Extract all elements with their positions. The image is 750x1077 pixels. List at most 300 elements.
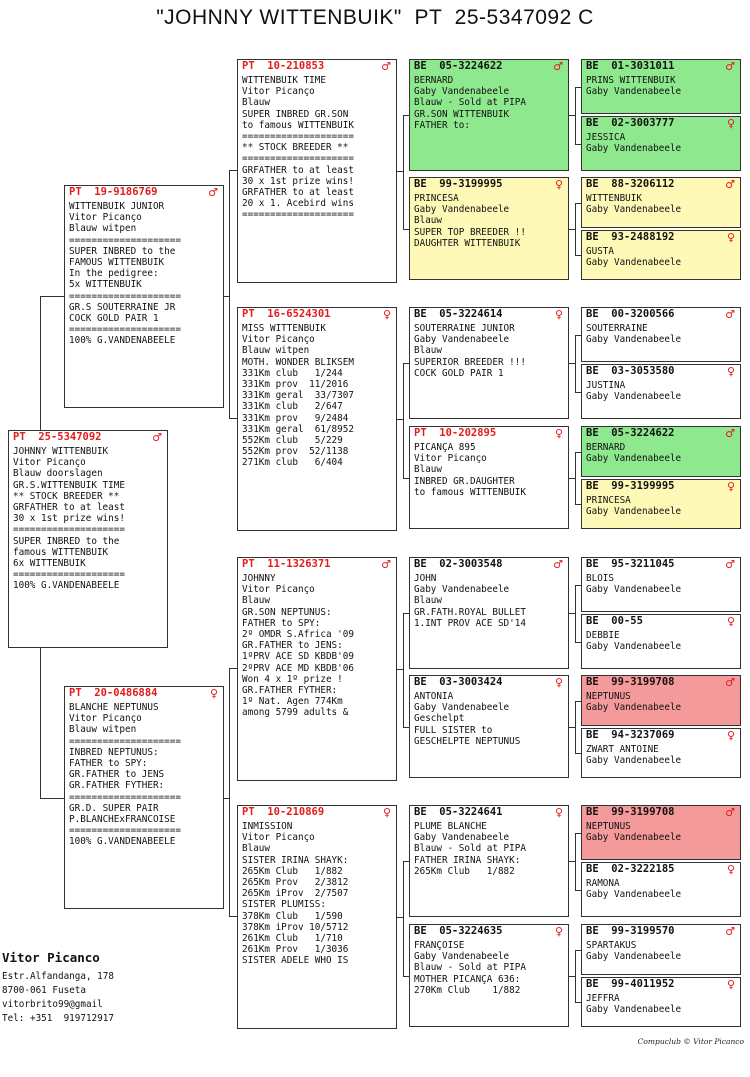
pedigree-line: Gaby Vandenabeele xyxy=(586,391,682,403)
male-symbol-icon: ♂ xyxy=(725,676,735,689)
pedigree-line: 100% G.VANDENABEELE xyxy=(69,836,176,848)
pedigree-line: MISS WITTENBUIK xyxy=(242,323,326,334)
male-symbol-icon: ♂ xyxy=(725,806,735,819)
pedigree-line: Blauw xyxy=(414,595,442,607)
pedigree-line: 270Km Club 1/882 xyxy=(414,984,521,996)
pedigree-line: ==================== xyxy=(242,153,354,165)
pedigree-line: 1.INT PROV ACE SD'14 xyxy=(414,617,526,629)
female-symbol-icon: ♀ xyxy=(726,977,735,991)
pedigree-line: Vitor Picanço xyxy=(242,86,315,98)
connector-line xyxy=(403,363,404,478)
pedigree-line: Gaby Vandenabeele xyxy=(586,584,682,596)
pedigree-line: Blauw witpen xyxy=(242,345,310,357)
pedigree-line: SISTER ADELE WHO IS xyxy=(242,955,349,967)
connector-line xyxy=(569,115,575,116)
pedigree-line: MOTHER PICANÇA 636: xyxy=(414,973,521,985)
connector-line xyxy=(575,452,576,505)
g4-ancestor-box[interactable] xyxy=(581,557,741,612)
pedigree-line: DEBBIE xyxy=(586,630,620,641)
ring-number: BE 02-3003777 ♀ xyxy=(586,117,735,130)
connector-line xyxy=(229,668,230,916)
pedigree-line: Blauw xyxy=(414,215,442,227)
pedigree-line: PLUME BLANCHE xyxy=(414,821,487,832)
pedigree-line: Gaby Vandenabeele xyxy=(586,453,682,465)
pedigree-line: ==================== xyxy=(242,131,354,143)
pedigree-line: GR.FATH.ROYAL BULLET xyxy=(414,606,526,618)
pedigree-line: PICANÇA 895 xyxy=(414,442,476,453)
pedigree-line: JEFFRA xyxy=(586,992,620,1004)
ring-number: PT 10-210869 ♀ xyxy=(242,806,391,819)
pedigree-line: DAUGHTER WITTENBUIK xyxy=(414,237,521,249)
connector-line xyxy=(569,727,575,728)
pedigree-line: SPARTAKUS xyxy=(586,940,637,951)
pedigree-line: INMISSION xyxy=(242,821,293,832)
pedigree-line: WITTENBUIK xyxy=(586,193,642,204)
pedigree-line: GR.SON NEPTUNUS: xyxy=(242,606,332,618)
breeder-address: Estr.Alfandanga, 178 xyxy=(2,971,114,982)
connector-line xyxy=(40,798,64,799)
male-symbol-icon: ♂ xyxy=(381,60,391,73)
pedigree-line: SUPERIOR BREEDER !!! xyxy=(414,356,526,368)
breeder-phone: Tel: +351 919712917 xyxy=(2,1013,114,1024)
connector-line xyxy=(229,916,237,917)
pedigree-line: PRINS WITTENBUIK xyxy=(586,75,676,86)
connector-line xyxy=(575,701,576,754)
pedigree-line: Vitor Picanço xyxy=(69,212,142,224)
connector-line xyxy=(575,87,576,144)
connector-line xyxy=(575,833,576,890)
pedigree-line: Blauw - Sold at PIPA xyxy=(414,97,526,109)
pedigree-line: Blauw xyxy=(414,345,442,357)
ring-number: BE 95-3211045 ♂ xyxy=(586,558,735,571)
connector-line xyxy=(397,917,403,918)
connector-line xyxy=(229,418,237,419)
pedigree-line: ==================== xyxy=(69,290,181,302)
pedigree-line: FATHER IRINA SHAYK: xyxy=(414,854,521,866)
pedigree-line: GR.D. SUPER PAIR xyxy=(69,802,159,814)
pedigree-line: Blauw xyxy=(242,595,270,607)
ring-number: PT 10-210853 ♂ xyxy=(242,60,391,73)
male-symbol-icon: ♂ xyxy=(725,60,735,73)
connector-line xyxy=(403,115,404,229)
g4-ancestor-box[interactable] xyxy=(581,177,741,228)
pedigree-line: GR.S SOUTERRAINE JR xyxy=(69,301,176,313)
pedigree-line: Gaby Vandenabeele xyxy=(414,204,510,216)
pedigree-line: 265Km Club 1/882 xyxy=(414,865,515,877)
pedigree-line: Gaby Vandenabeele xyxy=(586,702,682,714)
female-symbol-icon: ♀ xyxy=(382,806,391,819)
pedigree-line: In the pedigree: xyxy=(69,268,159,280)
ring-number: BE 99-3199995 ♀ xyxy=(414,178,563,191)
great-grandparent-box[interactable] xyxy=(409,59,569,171)
connector-line xyxy=(229,170,230,418)
pedigree-line: RAMONA xyxy=(586,878,620,889)
pedigree-line: JESSICA xyxy=(586,132,626,143)
pedigree-line: FAMOUS WITTENBUIK xyxy=(69,257,165,269)
ring-number: BE 94-3237069 ♀ xyxy=(586,728,735,742)
connector-line xyxy=(403,861,404,976)
pedigree-line: BLOIS xyxy=(586,573,614,584)
pedigree-line: Gaby Vandenabeele xyxy=(586,951,682,963)
g4-ancestor-box[interactable] xyxy=(581,116,741,171)
pedigree-line: FATHER to SPY: xyxy=(69,758,148,770)
pedigree-line: GR.FATHER FYTHER: xyxy=(242,685,338,697)
pedigree-line: GR.FATHER to JENS xyxy=(69,769,165,781)
ring-number: BE 02-3003548 ♂ xyxy=(414,558,563,571)
pedigree-line: Won 4 x 1º prize ! xyxy=(242,673,343,685)
pedigree-line: SISTER IRINA SHAYK: xyxy=(242,854,349,866)
grandparent-box[interactable] xyxy=(237,307,397,531)
subject-box[interactable] xyxy=(8,430,168,648)
pedigree-line: PRINCESA xyxy=(586,494,631,506)
female-symbol-icon: ♀ xyxy=(726,863,735,876)
pedigree-line: FATHER to SPY: xyxy=(242,617,321,629)
pedigree-line: GRFATHER to at least xyxy=(242,164,354,176)
connector-line xyxy=(575,585,576,642)
pedigree-line: 2ºPRV ACE MD KBDB'06 xyxy=(242,662,354,674)
pedigree-line: FRANÇOISE xyxy=(414,940,465,951)
female-symbol-icon: ♀ xyxy=(726,230,735,244)
connector-line xyxy=(569,613,575,614)
pedigree-line: SOUTERRAINE JUNIOR xyxy=(414,323,515,334)
ring-number: BE 99-3199708 ♂ xyxy=(586,806,735,819)
pedigree-line: Vitor Picanço xyxy=(13,457,86,469)
pedigree-line: COCK GOLD PAIR 1 xyxy=(414,367,504,379)
male-symbol-icon: ♂ xyxy=(725,558,735,571)
pedigree-line: Gaby Vandenabeele xyxy=(586,1003,682,1015)
grandparent-box[interactable] xyxy=(237,805,397,1029)
ring-number: BE 93-2488192 ♀ xyxy=(586,230,735,244)
pedigree-line: ==================== xyxy=(69,791,181,803)
pedigree-line: to famous WITTENBUIK xyxy=(414,486,526,498)
ring-number: PT 20-0486884 ♀ xyxy=(69,687,218,700)
pedigree-line: Gaby Vandenabeele xyxy=(414,951,510,963)
pedigree-line: 20 x 1. Acebird wins xyxy=(242,198,354,210)
pedigree-line: GESCHELPTE NEPTUNUS xyxy=(414,735,521,747)
ring-number: BE 88-3206112 ♂ xyxy=(586,178,735,191)
ring-number: PT 11-1326371 ♂ xyxy=(242,558,391,571)
pedigree-line: Gaby Vandenabeele xyxy=(586,86,682,98)
breeder-info xyxy=(2,950,114,1026)
g4-ancestor-box[interactable] xyxy=(581,805,741,860)
pedigree-line: ==================== xyxy=(69,735,181,747)
pedigree-line: WITTENBUIK JUNIOR xyxy=(69,201,165,212)
pedigree-line: GR.FATHER FYTHER: xyxy=(69,780,165,792)
connector-line xyxy=(569,363,575,364)
connector-line xyxy=(229,668,237,669)
pedigree-line: Geschelpt xyxy=(414,713,465,725)
breeder-city: 8700-061 Fuseta xyxy=(2,985,86,996)
ring-number: BE 99-3199708 ♂ xyxy=(586,676,735,689)
pedigree-line: 261Km Club 1/710 xyxy=(242,933,343,945)
pedigree-line: famous WITTENBUIK xyxy=(13,546,109,558)
pedigree-line: 331Km prov 9/2484 xyxy=(242,412,349,424)
connector-line xyxy=(575,950,576,1003)
page-title: "JOHNNY WITTENBUIK" PT 25-5347092 C xyxy=(156,6,594,29)
dam-box[interactable] xyxy=(64,686,224,909)
pedigree-line: 331Km prov 11/2016 xyxy=(242,379,349,391)
pedigree-line: ==================== xyxy=(69,825,181,837)
g4-ancestor-box[interactable] xyxy=(581,862,741,917)
pedigree-line: GUSTA xyxy=(586,245,614,257)
g4-ancestor-box[interactable] xyxy=(581,675,741,726)
connector-line xyxy=(575,335,576,392)
connector-line xyxy=(569,478,575,479)
great-grandparent-box[interactable] xyxy=(409,924,569,1027)
pedigree-line: JOHNNY xyxy=(242,573,276,584)
pedigree-line: Blauw - Sold at PIPA xyxy=(414,962,526,974)
female-symbol-icon: ♀ xyxy=(554,925,563,938)
female-symbol-icon: ♀ xyxy=(554,178,563,191)
pedigree-line: 265Km Club 1/882 xyxy=(242,865,343,877)
male-symbol-icon: ♂ xyxy=(725,925,735,938)
pedigree-line: NEPTUNUS xyxy=(586,821,631,832)
connector-line xyxy=(40,648,41,798)
pedigree-line: WITTENBUIK TIME xyxy=(242,75,326,86)
pedigree-line: JOHNNY WITTENBUIK xyxy=(13,446,109,457)
pedigree-line: 331Km club 1/244 xyxy=(242,367,343,379)
pedigree-line: 1ºPRV ACE SD KBDB'09 xyxy=(242,651,354,663)
connector-line xyxy=(40,296,41,430)
g4-ancestor-box[interactable] xyxy=(581,479,741,530)
pedigree-line: SOUTERRAINE xyxy=(586,323,648,334)
pedigree-line: INBRED NEPTUNUS: xyxy=(69,746,159,758)
ring-number: BE 99-4011952 ♀ xyxy=(586,977,735,991)
compuclub-credit: Compuclub © Vitor Picanco xyxy=(637,1037,744,1046)
female-symbol-icon: ♀ xyxy=(209,687,218,700)
pedigree-line: PRINCESA xyxy=(414,193,459,204)
pedigree-line: GR.S.WITTENBUIK TIME xyxy=(13,479,125,491)
pedigree-line: 331Km geral 61/8952 xyxy=(242,423,354,435)
pedigree-line: Vitor Picanço xyxy=(414,453,487,465)
pedigree-line: SUPER INBRED to the xyxy=(13,535,120,547)
grandparent-box[interactable] xyxy=(237,557,397,781)
breeder-name: Vitor Picanco xyxy=(2,950,100,965)
connector-line xyxy=(229,170,237,171)
female-symbol-icon: ♀ xyxy=(554,676,563,689)
pedigree-line: Gaby Vandenabeele xyxy=(586,832,682,844)
grandparent-box[interactable] xyxy=(237,59,397,283)
pedigree-line: 2º OMDR S.Africa '09 xyxy=(242,629,354,641)
pedigree-line: NEPTUNUS xyxy=(586,691,631,702)
connector-line xyxy=(569,861,575,862)
pedigree-line: 552Km club 5/229 xyxy=(242,435,343,447)
ring-number: BE 01-3031011 ♂ xyxy=(586,60,735,73)
pedigree-line: BLANCHE NEPTUNUS xyxy=(69,702,159,713)
great-grandparent-box[interactable] xyxy=(409,805,569,917)
pedigree-line: JUSTINA xyxy=(586,380,626,391)
pedigree-line: 5x WITTENBUIK xyxy=(69,279,142,291)
pedigree-line: BERNARD xyxy=(586,442,626,453)
g4-ancestor-box[interactable] xyxy=(581,59,741,114)
connector-line xyxy=(224,798,229,799)
pedigree-line: Gaby Vandenabeele xyxy=(414,702,510,714)
ring-number: PT 25-5347092 ♂ xyxy=(13,431,162,444)
female-symbol-icon: ♀ xyxy=(554,308,563,321)
female-symbol-icon: ♀ xyxy=(726,728,735,742)
pedigree-line: SUPER INBRED to the xyxy=(69,245,176,257)
pedigree-line: 30 x 1st prize wins! xyxy=(13,513,125,525)
pedigree-line: Gaby Vandenabeele xyxy=(414,86,510,98)
pedigree-line: 331Km geral 33/7307 xyxy=(242,390,354,402)
male-symbol-icon: ♂ xyxy=(553,558,563,571)
pedigree-line: Vitor Picanço xyxy=(242,832,315,844)
pedigree-line: 1º Nat. Agen 774Km xyxy=(242,696,343,708)
pedigree-line: 100% G.VANDENABEELE xyxy=(13,580,120,592)
pedigree-line: P.BLANCHExFRANCOISE xyxy=(69,814,176,826)
pedigree-line: Gaby Vandenabeele xyxy=(586,754,682,766)
connector-line xyxy=(569,229,575,230)
pedigree-line: SUPER INBRED GR.SON xyxy=(242,108,349,120)
female-symbol-icon: ♀ xyxy=(726,479,735,493)
pedigree-line: 552Km prov 52/1138 xyxy=(242,446,349,458)
ring-number: PT 19-9186769 ♂ xyxy=(69,186,218,199)
pedigree-line: 378Km iProv 10/5712 xyxy=(242,921,349,933)
male-symbol-icon: ♂ xyxy=(381,558,391,571)
breeder-email[interactable]: vitorbrito99@gmail xyxy=(2,999,103,1010)
female-symbol-icon: ♀ xyxy=(382,308,391,321)
pedigree-line: ==================== xyxy=(13,524,125,536)
pedigree-line: 100% G.VANDENABEELE xyxy=(69,335,176,347)
pedigree-line: ZWART ANTOINE xyxy=(586,743,659,755)
pedigree-line: Gaby Vandenabeele xyxy=(586,334,682,346)
pedigree-line: Vitor Picanço xyxy=(69,713,142,725)
pedigree-line: Gaby Vandenabeele xyxy=(586,256,682,268)
ring-number: BE 03-3003424 ♀ xyxy=(414,676,563,689)
pedigree-line: ** STOCK BREEDER ** xyxy=(242,142,349,154)
ring-number: BE 05-3224635 ♀ xyxy=(414,925,563,938)
pedigree-line: Blauw xyxy=(242,97,270,109)
male-symbol-icon: ♂ xyxy=(208,186,218,199)
pedigree-line: Gaby Vandenabeele xyxy=(414,334,510,346)
female-symbol-icon: ♀ xyxy=(726,365,735,378)
great-grandparent-box[interactable] xyxy=(409,675,569,778)
pedigree-line: 265Km iProv 2/7507 xyxy=(242,888,349,900)
pedigree-line: COCK GOLD PAIR 1 xyxy=(69,313,159,325)
pedigree-line: Gaby Vandenabeele xyxy=(414,832,510,844)
ring-number: BE 05-3224641 ♀ xyxy=(414,806,563,819)
male-symbol-icon: ♂ xyxy=(725,308,735,321)
pedigree-line: Blauw doorslagen xyxy=(13,468,103,480)
pedigree-line: Blauw witpen xyxy=(69,724,137,736)
g4-ancestor-box[interactable] xyxy=(581,230,741,281)
pedigree-line: 331Km club 2/647 xyxy=(242,401,343,413)
pedigree-line: GR.FATHER to JENS: xyxy=(242,640,343,652)
pedigree-line: Gaby Vandenabeele xyxy=(586,641,682,653)
pedigree-line: ==================== xyxy=(69,324,181,336)
pedigree-line: Vitor Picanço xyxy=(242,334,315,346)
g4-ancestor-box[interactable] xyxy=(581,307,741,362)
pedigree-line: 30 x 1st prize wins! xyxy=(242,175,354,187)
pedigree-line: 378Km Club 1/590 xyxy=(242,910,343,922)
female-symbol-icon: ♀ xyxy=(726,615,735,628)
male-symbol-icon: ♂ xyxy=(553,60,563,73)
pedigree-line: 261Km Prov 1/3036 xyxy=(242,944,349,956)
female-symbol-icon: ♀ xyxy=(554,427,563,440)
connector-line xyxy=(403,613,404,727)
pedigree-line: ==================== xyxy=(13,569,125,581)
pedigree-line: GRFATHER to at least xyxy=(242,187,354,199)
pedigree-line: Gaby Vandenabeele xyxy=(414,584,510,596)
g4-ancestor-box[interactable] xyxy=(581,614,741,669)
pedigree-line: INBRED GR.DAUGHTER xyxy=(414,475,515,487)
g4-ancestor-box[interactable] xyxy=(581,924,741,975)
ring-number: BE 99-3199995 ♀ xyxy=(586,479,735,493)
pedigree-line: GRFATHER to at least xyxy=(13,502,125,514)
pedigree-line: 265Km Prov 2/3812 xyxy=(242,877,349,889)
pedigree-line: ==================== xyxy=(242,209,354,221)
male-symbol-icon: ♂ xyxy=(725,427,735,440)
ring-number: BE 02-3222185 ♀ xyxy=(586,863,735,876)
pedigree-line: MOTH. WONDER BLIKSEM xyxy=(242,356,354,368)
ring-number: BE 05-3224622 ♂ xyxy=(586,427,735,440)
connector-line xyxy=(224,296,229,297)
ring-number: BE 05-3224622 ♂ xyxy=(414,60,563,73)
pedigree-line: Gaby Vandenabeele xyxy=(586,204,682,216)
great-grandparent-box[interactable] xyxy=(409,557,569,669)
g4-ancestor-box[interactable] xyxy=(581,426,741,477)
pedigree-line: to famous WITTENBUIK xyxy=(242,119,354,131)
pedigree-line: FULL SISTER to xyxy=(414,724,493,736)
pedigree-line: Blauw xyxy=(414,464,442,476)
connector-line xyxy=(397,669,403,670)
pedigree-line: ** STOCK BREEDER ** xyxy=(13,490,120,502)
pedigree-line: SUPER TOP BREEDER !! xyxy=(414,226,526,238)
ring-number: PT 16-6524301 ♀ xyxy=(242,308,391,321)
g4-ancestor-box[interactable] xyxy=(581,977,741,1028)
ring-number: BE 03-3053580 ♀ xyxy=(586,365,735,378)
g4-ancestor-box[interactable] xyxy=(581,728,741,779)
pedigree-line: 6x WITTENBUIK xyxy=(13,558,86,570)
connector-line xyxy=(575,203,576,256)
pedigree-line: Gaby Vandenabeele xyxy=(586,889,682,901)
connector-line xyxy=(569,976,575,977)
pedigree-line: Gaby Vandenabeele xyxy=(586,143,682,155)
male-symbol-icon: ♂ xyxy=(152,431,162,444)
great-grandparent-box[interactable] xyxy=(409,426,569,529)
pedigree-line: Blauw xyxy=(242,843,270,855)
pedigree-line: Vitor Picanço xyxy=(242,584,315,596)
ring-number: BE 00-3200566 ♂ xyxy=(586,308,735,321)
pedigree-line: JOHN xyxy=(414,573,437,584)
great-grandparent-box[interactable] xyxy=(409,307,569,419)
pedigree-line: GR.SON WITTENBUIK xyxy=(414,108,510,120)
ring-number: BE 99-3199570 ♂ xyxy=(586,925,735,938)
pedigree-line: SISTER PLUMISS: xyxy=(242,899,326,911)
pedigree-line: FATHER to: xyxy=(414,119,470,131)
female-symbol-icon: ♀ xyxy=(726,117,735,130)
ring-number: BE 00-55 ♀ xyxy=(586,615,735,628)
g4-ancestor-box[interactable] xyxy=(581,364,741,419)
female-symbol-icon: ♀ xyxy=(554,806,563,819)
ring-number: PT 10-202895 ♀ xyxy=(414,427,563,440)
male-symbol-icon: ♂ xyxy=(725,178,735,191)
pedigree-line: Gaby Vandenabeele xyxy=(586,505,682,517)
ring-number: BE 05-3224614 ♀ xyxy=(414,308,563,321)
great-grandparent-box[interactable] xyxy=(409,177,569,280)
connector-line xyxy=(397,171,403,172)
pedigree-line: ==================== xyxy=(69,234,181,246)
sire-box[interactable] xyxy=(64,185,224,408)
connector-line xyxy=(397,419,403,420)
pedigree-line: among 5799 adults & xyxy=(242,707,349,719)
pedigree-line: Blauw witpen xyxy=(69,223,137,235)
pedigree-line: ANTONIA xyxy=(414,691,454,702)
connector-line xyxy=(40,296,64,297)
pedigree-line: 271Km club 6/404 xyxy=(242,457,343,469)
pedigree-line: BERNARD xyxy=(414,75,454,86)
pedigree-line: Blauw - Sold at PIPA xyxy=(414,843,526,855)
